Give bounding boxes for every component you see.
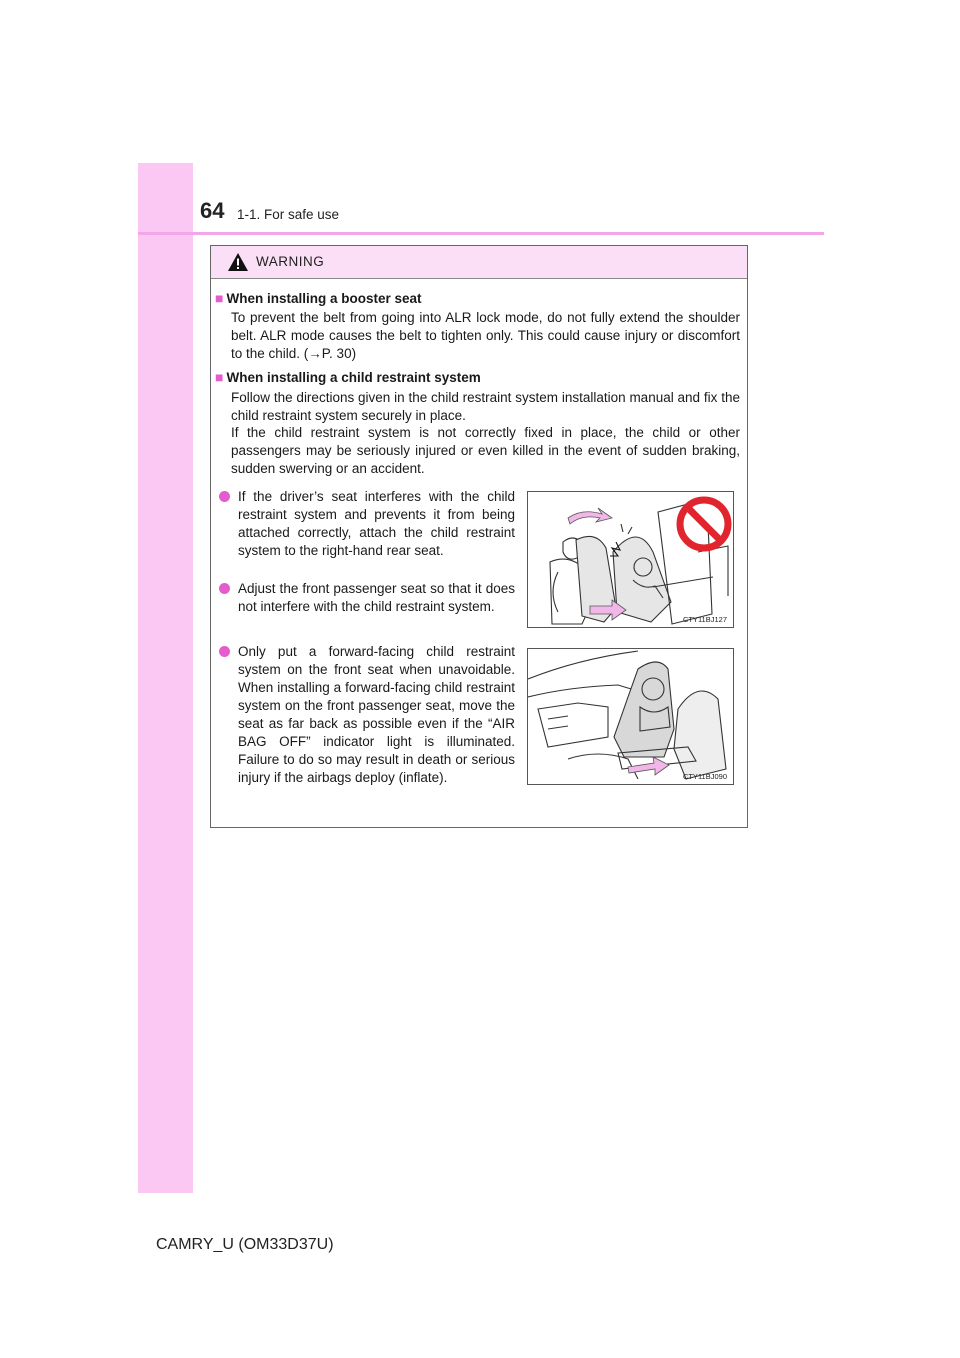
- page-number: 64: [200, 198, 225, 223]
- warning-title: WARNING: [256, 254, 325, 269]
- bullet-text-2: Adjust the front passenger seat so that it does not interfere with the child restraint system.: [238, 581, 515, 614]
- illustration-code-1: CTY11BJ127: [682, 615, 727, 624]
- bullet-text-1: If the driver’s seat interferes with the child restraint system and prevents it from being attached correctly, attach the child restraint system to the right-hand rear seat.: [238, 489, 515, 558]
- header-divider: [138, 232, 824, 235]
- front-seat-child-restraint-drawing: [528, 649, 733, 784]
- square-bullet-icon: ■: [215, 369, 224, 385]
- bullet-text-3: Only put a forward-facing child restraint system on the front seat when unavoidable. When installing a forward-facing child restraint system on the front passenger seat, move the seat as far back as possible even if the “AIR BAG OFF” indicator light is illuminated. Failure to do so may result in death or serious injury if the airbags deploy (inflate).: [238, 644, 515, 785]
- prohibited-icon: [680, 500, 728, 548]
- round-bullet-icon: [219, 646, 230, 657]
- child-restraint-heading-text: When installing a child restraint system: [226, 370, 481, 385]
- booster-paragraph: To prevent the belt from going into ALR lock mode, do not fully extend the shoulder belt. ALR mode causes the belt to tighten only. This could cause injury or discomfort to the child. (→P. 30): [231, 310, 740, 361]
- illustration-front-passenger-seat: [527, 648, 734, 785]
- child-restraint-paragraph-2: If the child restraint system is not correctly fixed in place, the child or other passengers may be seriously injured or even killed in the event of sudden braking, sudden swerving or an accident.: [231, 425, 740, 476]
- item-heading-booster: [215, 290, 422, 306]
- round-bullet-icon: [219, 491, 230, 502]
- square-bullet-icon: ■: [215, 290, 224, 306]
- child-restraint-paragraph-1: Follow the directions given in the child restraint system installation manual and fix the child restraint system securely in place.: [231, 390, 740, 423]
- illustration-driver-seat-interference: [527, 491, 734, 628]
- warning-box: [210, 245, 748, 828]
- item-heading-child-restraint: [215, 369, 481, 385]
- page-sidebar-tab: [138, 163, 193, 1193]
- seat-interference-drawing: [528, 492, 733, 627]
- warning-triangle-icon: [227, 252, 249, 272]
- illustration-code-2: CTY11BJ090: [682, 772, 727, 781]
- booster-heading-text: When installing a booster seat: [226, 291, 422, 306]
- round-bullet-icon: [219, 583, 230, 594]
- footer-model-code: CAMRY_U (OM33D37U): [156, 1236, 334, 1253]
- section-title: 1-1. For safe use: [237, 207, 340, 222]
- warning-header: [211, 246, 747, 279]
